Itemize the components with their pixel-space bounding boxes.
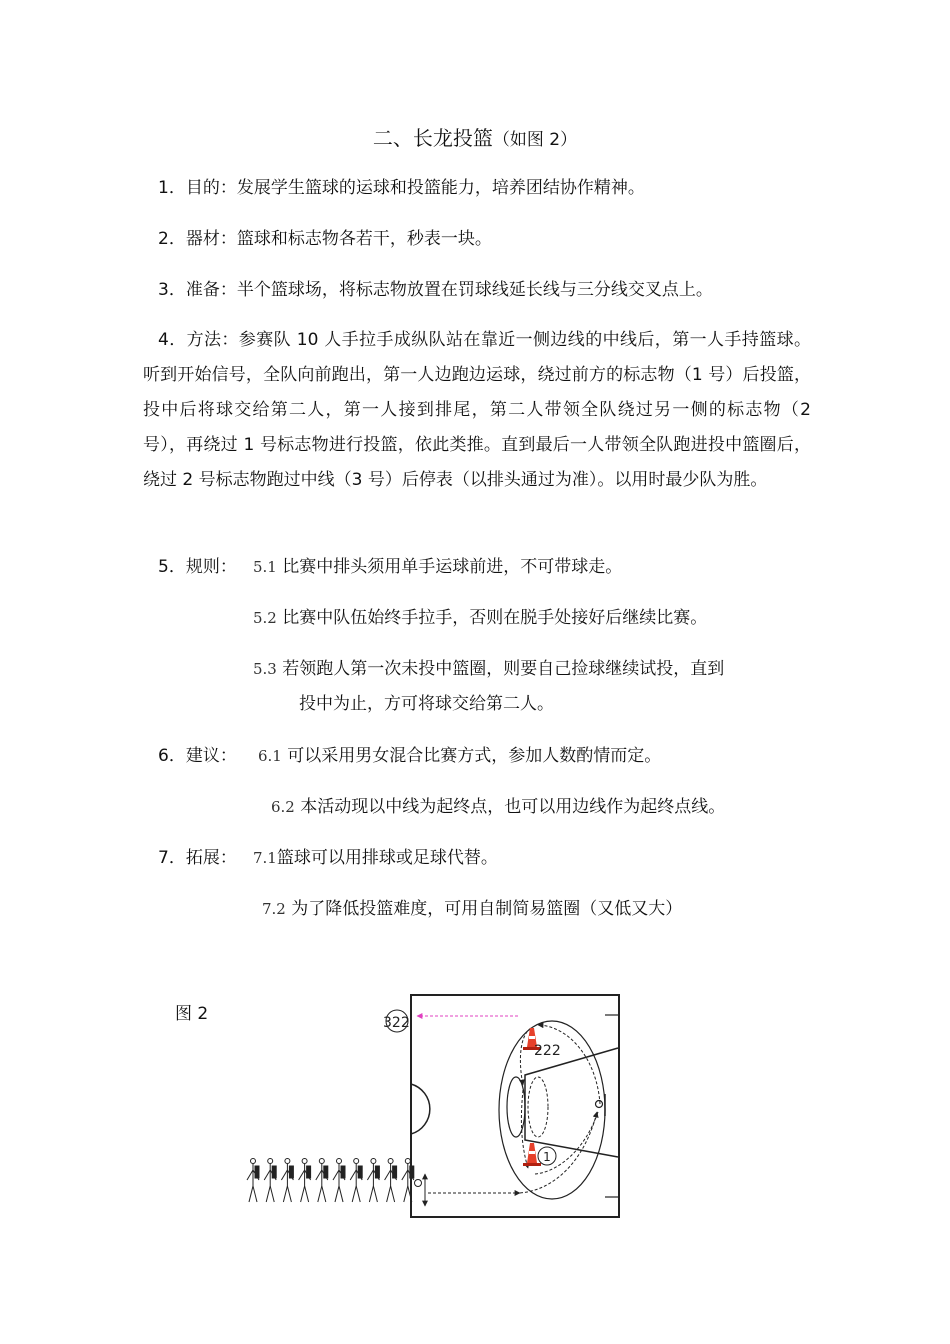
marker-2-label: 222 xyxy=(534,1043,561,1059)
half-court xyxy=(411,995,619,1217)
title-main: 二、长龙投篮 xyxy=(372,126,493,150)
player-figure xyxy=(333,1159,345,1203)
free-throw-circle-dashed xyxy=(528,1077,548,1137)
court-boundary xyxy=(411,995,619,1217)
free-throw-circle xyxy=(507,1077,525,1137)
suggestion-2-text: 本活动现以中线为起终点，也可以用边线作为起终点线。 xyxy=(300,797,726,817)
player-figure xyxy=(350,1159,362,1203)
extension-1-text: 篮球可以用排球或足球代替。 xyxy=(276,848,498,868)
extension-2-text: 为了降低投篮难度，可用自制简易篮圈（又低又大） xyxy=(291,899,683,919)
title-suffix: （如图 2） xyxy=(492,130,578,150)
extension-1-number: 7.1 xyxy=(253,849,277,867)
suggestion-1-number: 6.1 xyxy=(258,747,282,765)
player-figure xyxy=(299,1159,311,1203)
item-rules-heading: 5．规则： xyxy=(158,557,237,577)
player-line xyxy=(247,1159,414,1203)
rule-3-text-a: 若领跑人第一次未投中篮圈，则要自己捡球继续试投，直到 xyxy=(282,659,725,679)
extension-2-number: 7.2 xyxy=(262,900,286,918)
player-figure xyxy=(264,1159,276,1203)
item-preparation: 3．准备：半个篮球场，将标志物放置在罚球线延长线与三分线交叉点上。 xyxy=(158,280,713,300)
rule-2-text: 比赛中队伍始终手拉手，否则在脱手处接好后继续比赛。 xyxy=(282,608,708,628)
suggestion-1-text: 可以采用男女混合比赛方式，参加人数酌情而定。 xyxy=(287,746,662,766)
player-figure xyxy=(385,1159,397,1203)
rule-3-text-b: 投中为止，方可将球交给第二人。 xyxy=(299,694,554,714)
path-to-marker-2-arrow xyxy=(538,1025,600,1104)
rule-2-number: 5.2 xyxy=(253,609,277,627)
player-figure xyxy=(316,1159,328,1203)
item-extension-heading: 7．拓展： xyxy=(158,848,237,868)
rule-1-number: 5.1 xyxy=(253,558,277,576)
center-circle-arc xyxy=(411,1084,430,1134)
basket-hoop xyxy=(596,1101,603,1108)
rule-3-number: 5.3 xyxy=(253,660,277,678)
figure-label: 图 2 xyxy=(175,1004,209,1024)
item-suggestions-heading: 6．建议： xyxy=(158,746,237,766)
player-figure xyxy=(367,1159,379,1203)
marker-1-label: 1 xyxy=(543,1150,551,1164)
item-purpose: 1．目的：发展学生篮球的运球和投篮能力，培养团结协作精神。 xyxy=(158,178,645,198)
free-throw-lane xyxy=(525,1048,618,1157)
item-equipment: 2．器材：篮球和标志物各若干，秒表一块。 xyxy=(158,229,492,249)
player-figure xyxy=(281,1159,293,1203)
item-method: 4．方法：参赛队 10 人手拉手成纵队站在靠近一侧边线的中线后，第一人手持篮球。听到开始信号，全队向前跑出，第一人边跑边运球，绕过前方的标志物（1 号）后投篮，投中后将球交给第二人，第一人接到排尾，第二人带领全队绕过另一侧的标志物（2 号），再绕过 1 号标志物进行投篮，依此类推。直到最后一人带领全队跑进投中篮圈后，绕过 2 号标志物跑过中线（3 号）后停表（以排头通过为准）。以用时最少队为胜。 xyxy=(143,330,811,490)
ball-icon xyxy=(415,1180,422,1187)
suggestion-2-number: 6.2 xyxy=(271,798,295,816)
rule-1-text: 比赛中排头须用单手运球前进，不可带球走。 xyxy=(282,557,623,577)
marker-3-label: 322 xyxy=(383,1015,410,1031)
player-figure xyxy=(247,1159,259,1203)
